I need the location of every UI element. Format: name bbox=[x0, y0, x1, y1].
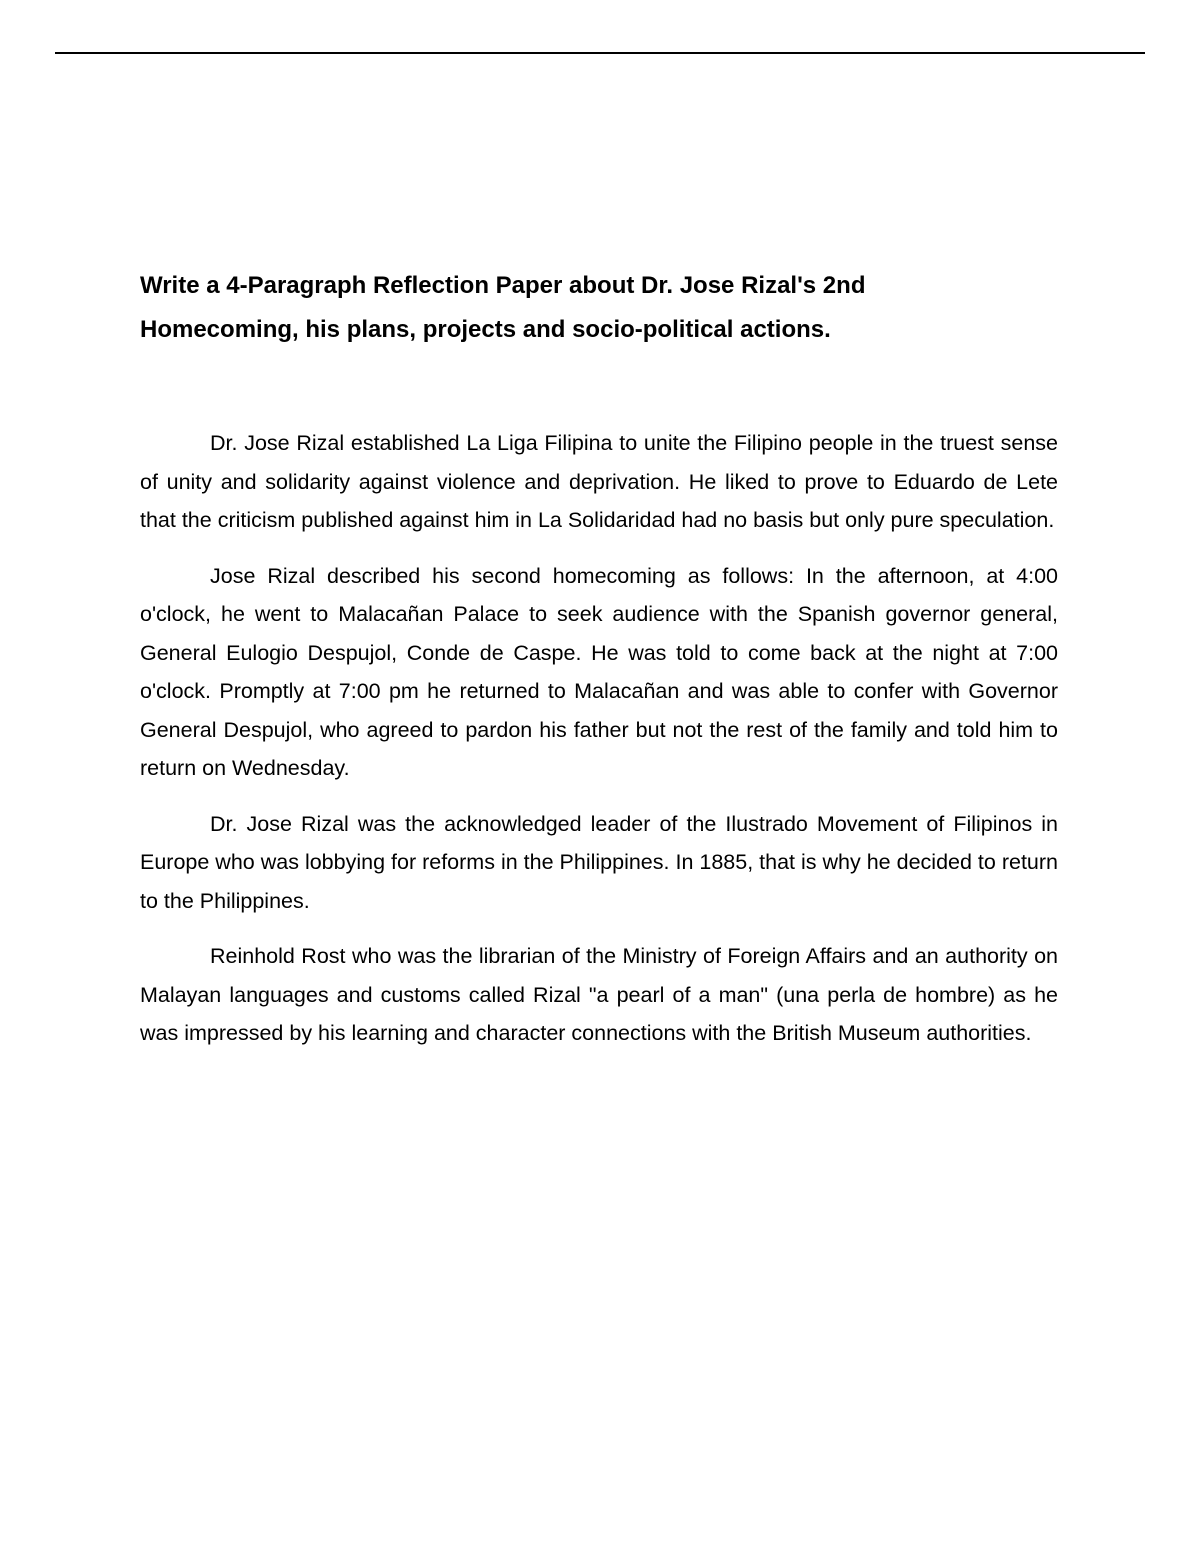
title-line-2: Homecoming, his plans, projects and socio-political actions. bbox=[140, 316, 831, 343]
paragraph-4: Reinhold Rost who was the librarian of the Ministry of Foreign Affairs and an authority on Malayan languages and customs called Rizal "a pearl of a man" (una perla de hombre) as he was impressed by his learning and character connections with the British Museum authorities. bbox=[140, 944, 1058, 1045]
paragraph-3: Dr. Jose Rizal was the acknowledged leader of the Ilustrado Movement of Filipinos in Europe who was lobbying for reforms in the Philippines. In 1885, that is why he decided to return to the Philippines. bbox=[140, 811, 1058, 913]
title-line-1: Write a 4-Paragraph Reflection Paper about Dr. Jose Rizal's 2nd bbox=[140, 272, 866, 299]
paragraph-2: Jose Rizal described his second homecoming as follows: In the afternoon, at 4:00 o'clock, he went to Malacañan Palace to seek audience with the Spanish governor general, General Eulogio Despujol, Conde de Caspe. He was told to come back at the night at 7:00 o'clock. Promptly at 7:00 pm he returned to Malacañan and was able to confer with Governor General Despujol, who agreed to pardon his father but not the rest of the family and told him to return on Wednesday. bbox=[140, 563, 1058, 780]
document-title bbox=[140, 264, 1060, 352]
paragraph-1: Dr. Jose Rizal established La Liga Filipina to unite the Filipino people in the truest sense of unity and solidarity against violence and deprivation. He liked to prove to Eduardo de Lete that the criticism published against him in La Solidaridad had no basis but only pure speculation. bbox=[140, 431, 1058, 532]
header-rule bbox=[55, 52, 1145, 54]
document-body bbox=[140, 424, 1058, 1070]
